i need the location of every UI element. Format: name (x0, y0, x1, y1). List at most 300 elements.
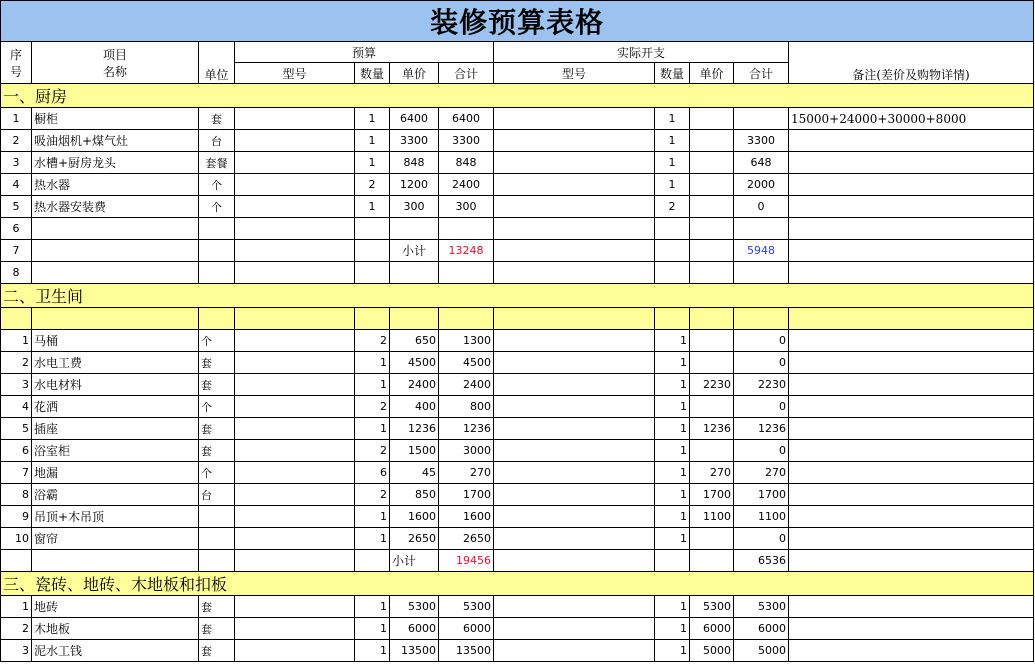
cell-budget-total: 1700 (439, 484, 494, 506)
cell-seq: 10 (1, 528, 32, 550)
cell-budget-price: 5300 (390, 596, 439, 618)
cell-item-name: 插座 (32, 418, 199, 440)
cell-budget-qty: 1 (355, 196, 390, 218)
cell-actual-qty: 1 (655, 374, 690, 396)
cell-note (789, 240, 1034, 262)
cell-item-name: 浴霸 (32, 484, 199, 506)
cell-unit: 套 (199, 108, 235, 130)
cell-note (789, 396, 1034, 418)
cell-actual-qty: 1 (655, 596, 690, 618)
cell-unit (199, 262, 235, 284)
cell-budget-qty: 1 (355, 528, 390, 550)
cell-budget-model (235, 196, 355, 218)
spacer-cell (235, 308, 355, 330)
cell-actual-total: 1700 (734, 484, 789, 506)
cell-note (789, 528, 1034, 550)
header-budget-qty: 数量 (355, 63, 390, 84)
cell-note (789, 174, 1034, 196)
table-row (1, 528, 1034, 550)
cell-budget-total: 848 (439, 152, 494, 174)
cell-budget-price: 6400 (390, 108, 439, 130)
cell-note (789, 352, 1034, 374)
cell-actual-total: 5948 (734, 240, 789, 262)
cell-item-name: 花洒 (32, 396, 199, 418)
cell-unit (199, 528, 235, 550)
cell-budget-total: 3300 (439, 130, 494, 152)
cell-budget-price: 650 (390, 330, 439, 352)
cell-budget-price: 13500 (390, 640, 439, 662)
cell-item-name: 橱柜 (32, 108, 199, 130)
cell-actual-qty: 1 (655, 108, 690, 130)
table-row (1, 440, 1034, 462)
header-unit: 单位 (199, 42, 235, 84)
cell-actual-total: 2000 (734, 174, 789, 196)
cell-budget-model (235, 484, 355, 506)
cell-budget-price: 1500 (390, 440, 439, 462)
cell-actual-model (494, 440, 655, 462)
cell-actual-total: 1100 (734, 506, 789, 528)
cell-actual-qty: 1 (655, 528, 690, 550)
cell-actual-total: 6536 (734, 550, 789, 572)
cell-unit: 个 (199, 196, 235, 218)
cell-actual-model (494, 174, 655, 196)
cell-budget-price: 300 (390, 196, 439, 218)
header-actual-price: 单价 (690, 63, 734, 84)
cell-actual-model (494, 152, 655, 174)
cell-actual-price: 5300 (690, 596, 734, 618)
cell-actual-total: 0 (734, 196, 789, 218)
cell-actual-model (494, 506, 655, 528)
cell-seq: 5 (1, 418, 32, 440)
cell-item-name: 窗帘 (32, 528, 199, 550)
cell-actual-model (494, 108, 655, 130)
cell-budget-price: 2650 (390, 528, 439, 550)
cell-item-name: 吊顶+木吊顶 (32, 506, 199, 528)
cell-budget-qty: 2 (355, 484, 390, 506)
spacer-cell (734, 308, 789, 330)
cell-actual-qty: 1 (655, 396, 690, 418)
spacer-cell (690, 308, 734, 330)
table-row (1, 484, 1034, 506)
cell-budget-model (235, 108, 355, 130)
cell-budget-qty: 1 (355, 108, 390, 130)
table-row (1, 152, 1034, 174)
cell-unit: 套 (199, 352, 235, 374)
cell-actual-price (690, 240, 734, 262)
cell-actual-total: 0 (734, 352, 789, 374)
cell-note (789, 440, 1034, 462)
cell-actual-price: 6000 (690, 618, 734, 640)
cell-budget-qty: 1 (355, 596, 390, 618)
spacer-cell (355, 308, 390, 330)
table-row (1, 618, 1034, 640)
cell-note (789, 640, 1034, 662)
cell-budget-model (235, 550, 355, 572)
cell-budget-total: 2400 (439, 374, 494, 396)
cell-actual-total: 5000 (734, 640, 789, 662)
table-row (1, 240, 1034, 262)
cell-budget-qty: 1 (355, 506, 390, 528)
cell-unit (199, 218, 235, 240)
cell-actual-qty (655, 262, 690, 284)
cell-actual-total: 6000 (734, 618, 789, 640)
cell-budget-total: 6400 (439, 108, 494, 130)
cell-actual-price (690, 528, 734, 550)
cell-item-name: 木地板 (32, 618, 199, 640)
cell-actual-qty: 1 (655, 152, 690, 174)
cell-unit: 个 (199, 396, 235, 418)
table-row (1, 108, 1034, 130)
cell-actual-price (690, 174, 734, 196)
cell-budget-price: 小计 (390, 240, 439, 262)
cell-budget-model (235, 374, 355, 396)
cell-unit (199, 506, 235, 528)
cell-actual-price (690, 152, 734, 174)
header-actual-qty: 数量 (655, 63, 690, 84)
cell-actual-qty (655, 240, 690, 262)
header-item-name: 项目 名称 (32, 42, 199, 84)
table-row (1, 550, 1034, 572)
cell-budget-total (439, 262, 494, 284)
cell-actual-model (494, 240, 655, 262)
cell-actual-qty: 1 (655, 352, 690, 374)
cell-unit: 套 (199, 640, 235, 662)
cell-actual-price (690, 396, 734, 418)
cell-item-name (32, 550, 199, 572)
cell-actual-price: 270 (690, 462, 734, 484)
cell-budget-price: 小计 (390, 550, 439, 572)
cell-actual-total: 5300 (734, 596, 789, 618)
cell-item-name (32, 240, 199, 262)
spacer-cell (439, 308, 494, 330)
cell-note (789, 262, 1034, 284)
spacer-cell (390, 308, 439, 330)
cell-budget-price (390, 218, 439, 240)
cell-budget-price: 4500 (390, 352, 439, 374)
cell-actual-total: 3300 (734, 130, 789, 152)
cell-budget-qty: 1 (355, 130, 390, 152)
cell-unit: 套 (199, 596, 235, 618)
cell-budget-qty: 1 (355, 152, 390, 174)
cell-budget-model (235, 174, 355, 196)
cell-actual-price (690, 440, 734, 462)
cell-actual-total: 270 (734, 462, 789, 484)
cell-actual-qty: 1 (655, 330, 690, 352)
cell-actual-total (734, 218, 789, 240)
table-row (1, 262, 1034, 284)
cell-budget-qty: 1 (355, 640, 390, 662)
cell-budget-total: 300 (439, 196, 494, 218)
cell-item-name: 吸油烟机+煤气灶 (32, 130, 199, 152)
cell-note (789, 374, 1034, 396)
cell-actual-price: 1100 (690, 506, 734, 528)
cell-actual-price (690, 130, 734, 152)
cell-unit: 个 (199, 330, 235, 352)
cell-actual-total: 0 (734, 396, 789, 418)
header-actual-total: 合计 (734, 63, 789, 84)
cell-actual-price: 5000 (690, 640, 734, 662)
cell-seq: 3 (1, 374, 32, 396)
cell-item-name: 浴室柜 (32, 440, 199, 462)
cell-budget-price: 400 (390, 396, 439, 418)
cell-actual-price (690, 196, 734, 218)
table-row (1, 418, 1034, 440)
cell-unit (199, 550, 235, 572)
cell-budget-model (235, 218, 355, 240)
cell-actual-price: 1700 (690, 484, 734, 506)
cell-seq: 8 (1, 484, 32, 506)
cell-budget-qty: 2 (355, 174, 390, 196)
cell-seq: 8 (1, 262, 32, 284)
cell-actual-qty: 1 (655, 130, 690, 152)
cell-seq: 2 (1, 618, 32, 640)
cell-actual-qty: 1 (655, 462, 690, 484)
cell-item-name: 马桶 (32, 330, 199, 352)
cell-actual-model (494, 550, 655, 572)
header-budget-model: 型号 (235, 63, 355, 84)
cell-actual-total: 1236 (734, 418, 789, 440)
table-row (1, 130, 1034, 152)
cell-budget-model (235, 352, 355, 374)
table-row (1, 174, 1034, 196)
cell-actual-model (494, 396, 655, 418)
cell-budget-qty: 1 (355, 374, 390, 396)
cell-note (789, 462, 1034, 484)
table-row (1, 330, 1034, 352)
cell-budget-total: 1300 (439, 330, 494, 352)
cell-actual-model (494, 640, 655, 662)
header-seq: 序 号 (1, 42, 32, 84)
cell-budget-model (235, 240, 355, 262)
cell-budget-price: 3300 (390, 130, 439, 152)
cell-budget-qty: 2 (355, 330, 390, 352)
section-spacer-row (1, 308, 1034, 330)
cell-budget-total: 13248 (439, 240, 494, 262)
cell-actual-model (494, 330, 655, 352)
cell-budget-total: 1236 (439, 418, 494, 440)
cell-budget-qty: 1 (355, 618, 390, 640)
section-title: 三、瓷砖、地砖、木地板和扣板 (1, 572, 1034, 596)
section-title: 二、卫生间 (1, 284, 1034, 308)
table-row (1, 374, 1034, 396)
cell-budget-price: 6000 (390, 618, 439, 640)
cell-actual-model (494, 596, 655, 618)
cell-actual-price (690, 108, 734, 130)
cell-note (789, 596, 1034, 618)
header-actual: 实际开支 (494, 42, 789, 63)
cell-seq: 7 (1, 462, 32, 484)
cell-unit: 个 (199, 462, 235, 484)
cell-note (789, 130, 1034, 152)
cell-seq: 6 (1, 218, 32, 240)
cell-unit: 套 (199, 374, 235, 396)
cell-actual-qty: 1 (655, 484, 690, 506)
section-header (1, 572, 1034, 596)
cell-unit: 套 (199, 418, 235, 440)
cell-actual-total (734, 108, 789, 130)
section-header (1, 84, 1034, 108)
cell-actual-qty: 1 (655, 506, 690, 528)
cell-budget-total: 1600 (439, 506, 494, 528)
cell-actual-model (494, 418, 655, 440)
cell-budget-qty (355, 218, 390, 240)
spacer-cell (1, 308, 32, 330)
cell-budget-total: 800 (439, 396, 494, 418)
cell-actual-total: 0 (734, 528, 789, 550)
cell-budget-price: 2400 (390, 374, 439, 396)
cell-item-name: 水槽+厨房龙头 (32, 152, 199, 174)
cell-budget-qty (355, 240, 390, 262)
cell-seq: 6 (1, 440, 32, 462)
cell-actual-total: 0 (734, 440, 789, 462)
cell-item-name: 水电材料 (32, 374, 199, 396)
cell-budget-model (235, 418, 355, 440)
header-note: 备注(差价及购物详情) (789, 42, 1034, 84)
cell-budget-total: 5300 (439, 596, 494, 618)
header-budget-price: 单价 (390, 63, 439, 84)
cell-budget-model (235, 152, 355, 174)
cell-budget-price: 1200 (390, 174, 439, 196)
cell-actual-qty: 1 (655, 418, 690, 440)
cell-item-name (32, 262, 199, 284)
cell-unit: 套餐 (199, 152, 235, 174)
cell-seq: 4 (1, 396, 32, 418)
cell-item-name: 地漏 (32, 462, 199, 484)
cell-unit: 台 (199, 130, 235, 152)
cell-actual-price (690, 550, 734, 572)
cell-actual-price (690, 330, 734, 352)
cell-budget-model (235, 528, 355, 550)
cell-actual-total: 2230 (734, 374, 789, 396)
cell-unit: 套 (199, 618, 235, 640)
cell-unit (199, 240, 235, 262)
cell-budget-model (235, 462, 355, 484)
header-budget: 预算 (235, 42, 494, 63)
cell-budget-qty: 2 (355, 440, 390, 462)
cell-actual-price (690, 218, 734, 240)
cell-budget-qty: 1 (355, 352, 390, 374)
cell-budget-total: 2400 (439, 174, 494, 196)
cell-budget-price (390, 262, 439, 284)
cell-actual-model (494, 130, 655, 152)
cell-actual-total: 648 (734, 152, 789, 174)
cell-actual-qty: 2 (655, 196, 690, 218)
section-title: 一、厨房 (1, 84, 1034, 108)
cell-budget-model (235, 330, 355, 352)
cell-budget-total: 270 (439, 462, 494, 484)
cell-seq: 9 (1, 506, 32, 528)
table-row (1, 506, 1034, 528)
table-row (1, 596, 1034, 618)
table-row (1, 352, 1034, 374)
cell-actual-qty (655, 218, 690, 240)
cell-seq: 7 (1, 240, 32, 262)
table-row (1, 462, 1034, 484)
cell-actual-qty (655, 550, 690, 572)
cell-unit: 台 (199, 484, 235, 506)
cell-note (789, 218, 1034, 240)
cell-note (789, 484, 1034, 506)
cell-budget-price: 848 (390, 152, 439, 174)
cell-note: 15000+24000+30000+8000 (789, 108, 1034, 130)
cell-budget-price: 1600 (390, 506, 439, 528)
cell-budget-total: 19456 (439, 550, 494, 572)
cell-budget-total (439, 218, 494, 240)
spacer-cell (32, 308, 199, 330)
cell-actual-price (690, 262, 734, 284)
cell-seq: 3 (1, 152, 32, 174)
cell-budget-total: 4500 (439, 352, 494, 374)
cell-actual-price (690, 352, 734, 374)
cell-actual-model (494, 262, 655, 284)
cell-actual-model (494, 484, 655, 506)
cell-budget-total: 13500 (439, 640, 494, 662)
cell-budget-price: 850 (390, 484, 439, 506)
cell-seq: 4 (1, 174, 32, 196)
cell-budget-model (235, 596, 355, 618)
cell-budget-qty: 2 (355, 396, 390, 418)
cell-seq: 5 (1, 196, 32, 218)
cell-note (789, 196, 1034, 218)
table-row (1, 396, 1034, 418)
sheet-title: 装修预算表格 (1, 1, 1034, 42)
spacer-cell (494, 308, 655, 330)
cell-note (789, 418, 1034, 440)
cell-budget-price: 45 (390, 462, 439, 484)
cell-note (789, 550, 1034, 572)
cell-seq: 1 (1, 330, 32, 352)
cell-seq: 2 (1, 130, 32, 152)
cell-budget-total: 2650 (439, 528, 494, 550)
cell-budget-qty: 1 (355, 418, 390, 440)
cell-item-name: 热水器 (32, 174, 199, 196)
cell-note (789, 152, 1034, 174)
cell-actual-model (494, 218, 655, 240)
cell-budget-qty (355, 550, 390, 572)
cell-note (789, 618, 1034, 640)
cell-budget-model (235, 640, 355, 662)
cell-actual-model (494, 374, 655, 396)
table-row (1, 196, 1034, 218)
cell-note (789, 506, 1034, 528)
cell-actual-model (494, 196, 655, 218)
cell-budget-price: 1236 (390, 418, 439, 440)
cell-actual-price: 1236 (690, 418, 734, 440)
cell-actual-model (494, 528, 655, 550)
cell-budget-total: 6000 (439, 618, 494, 640)
cell-unit: 套 (199, 440, 235, 462)
cell-budget-model (235, 618, 355, 640)
cell-budget-model (235, 506, 355, 528)
cell-budget-model (235, 440, 355, 462)
spacer-cell (199, 308, 235, 330)
cell-actual-qty: 1 (655, 174, 690, 196)
cell-seq: 2 (1, 352, 32, 374)
cell-actual-total: 0 (734, 330, 789, 352)
cell-budget-model (235, 262, 355, 284)
section-header (1, 284, 1034, 308)
header-budget-total: 合计 (439, 63, 494, 84)
cell-actual-qty: 1 (655, 618, 690, 640)
cell-budget-model (235, 396, 355, 418)
cell-actual-qty: 1 (655, 440, 690, 462)
cell-unit: 个 (199, 174, 235, 196)
header-actual-model: 型号 (494, 63, 655, 84)
cell-seq (1, 550, 32, 572)
cell-actual-qty: 1 (655, 640, 690, 662)
cell-item-name: 热水器安装费 (32, 196, 199, 218)
cell-actual-price: 2230 (690, 374, 734, 396)
